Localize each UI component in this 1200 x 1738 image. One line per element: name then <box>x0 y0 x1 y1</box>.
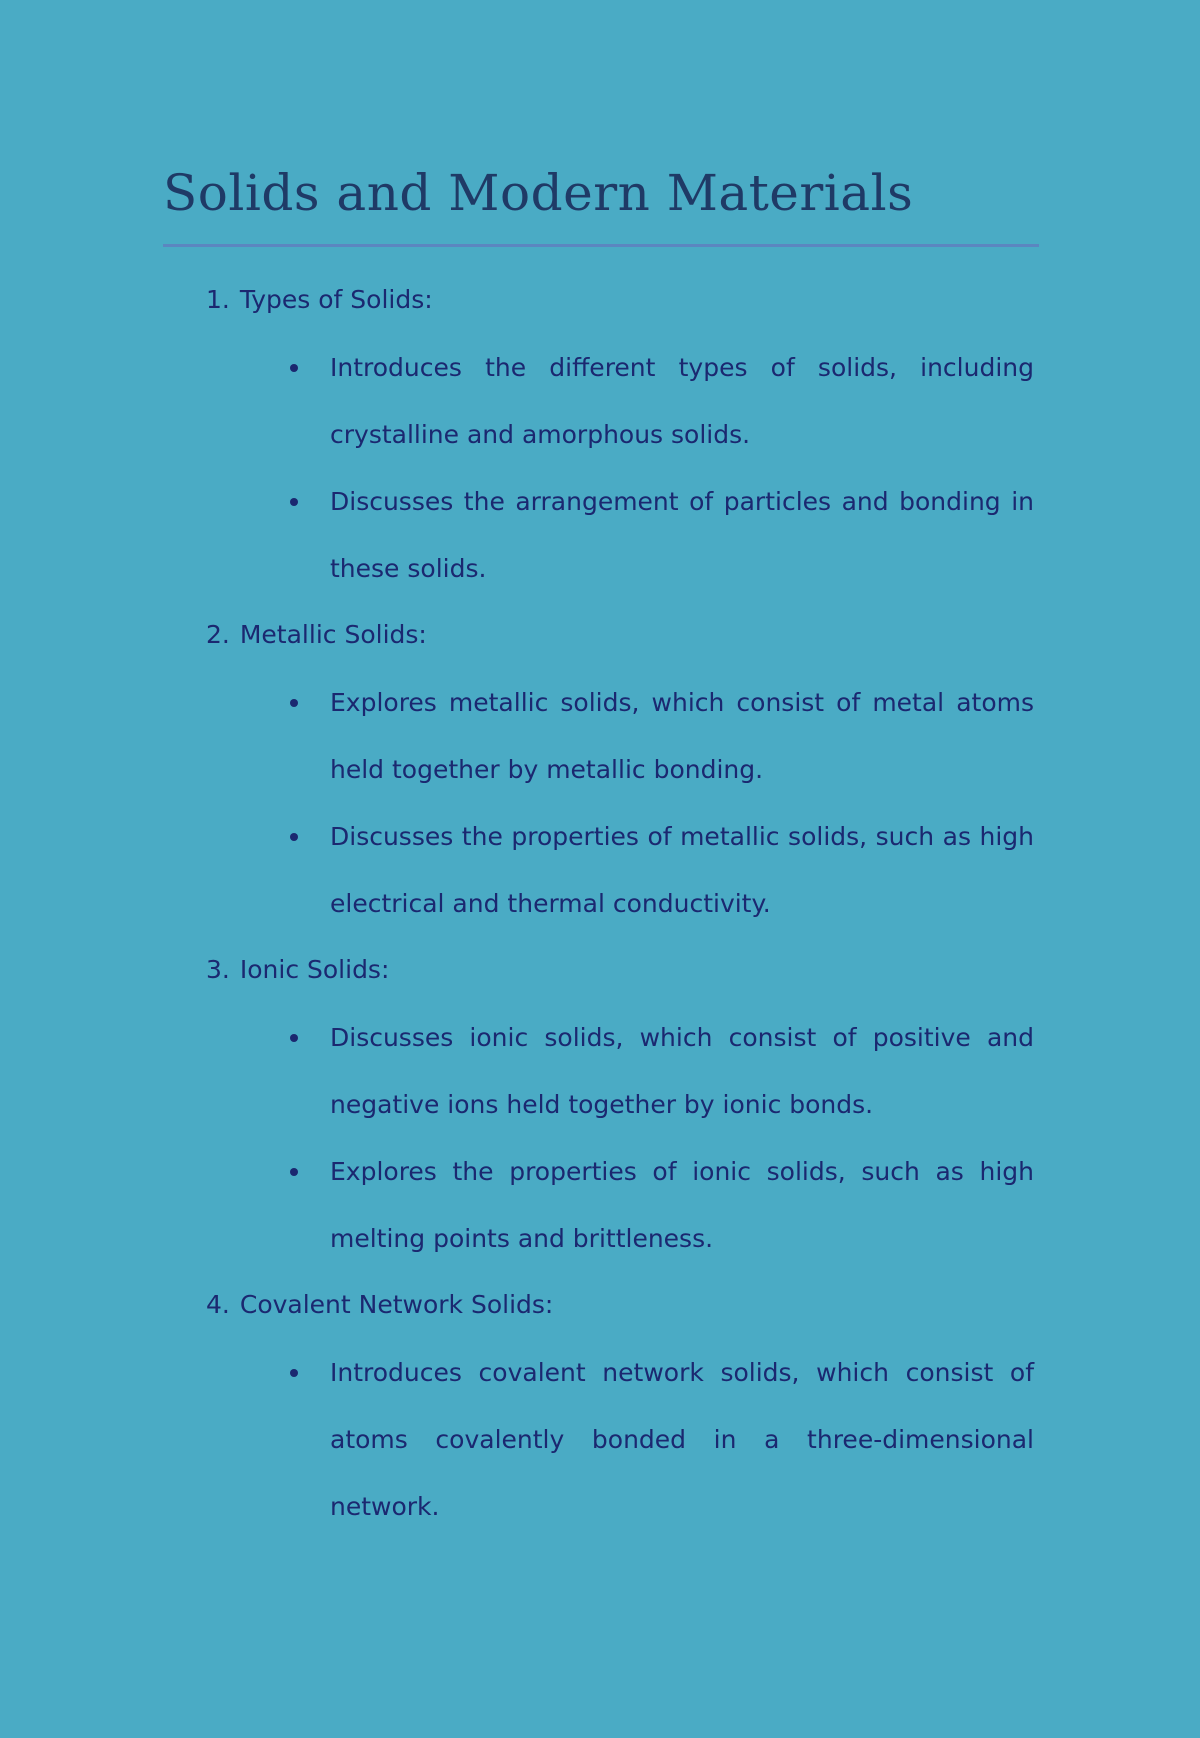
bullet-text: Explores metallic solids, which consist of metal atoms held together by metallic bonding. <box>330 688 1034 784</box>
bullet-icon <box>290 1369 298 1377</box>
section-heading-text: Covalent Network Solids: <box>239 1290 554 1319</box>
list-item <box>330 803 1034 937</box>
section-heading-text: Ionic Solids: <box>239 955 390 984</box>
section-heading-text: Metallic Solids: <box>239 620 427 649</box>
bullet-icon <box>290 1034 298 1042</box>
section-number: 4. <box>206 1290 230 1319</box>
section-heading <box>206 946 1200 1013</box>
bullet-icon <box>290 498 298 506</box>
bullet-text: Explores the properties of ionic solids, such as high melting points and brittleness. <box>330 1157 1034 1253</box>
bullet-list <box>0 669 1200 937</box>
bullet-icon <box>290 364 298 372</box>
section-ionic-solids <box>0 946 1200 1272</box>
bullet-list <box>0 334 1200 602</box>
bullet-list <box>0 1004 1200 1272</box>
list-item <box>330 1138 1034 1272</box>
section-heading <box>206 1281 1200 1348</box>
section-heading-text: Types of Solids: <box>239 285 433 314</box>
bullet-text: Introduces covalent network solids, which consist of atoms covalently bonded in a three-dimensional network. <box>330 1358 1034 1521</box>
list-item <box>330 1339 1034 1540</box>
list-item <box>330 1004 1034 1138</box>
section-metallic-solids <box>0 611 1200 937</box>
page-title: Solids and Modern Materials <box>163 164 914 222</box>
title-underline <box>163 244 1039 247</box>
bullet-text: Discusses the properties of metallic solids, such as high electrical and thermal conductivity. <box>330 822 1034 918</box>
list-item <box>330 669 1034 803</box>
section-heading <box>206 276 1200 343</box>
bullet-icon <box>290 833 298 841</box>
section-heading <box>206 611 1200 678</box>
bullet-list <box>0 1339 1200 1540</box>
document-body <box>0 276 1200 1549</box>
bullet-icon <box>290 1168 298 1176</box>
list-item <box>330 468 1034 602</box>
bullet-text: Introduces the different types of solids, including crystalline and amorphous solids. <box>330 353 1034 449</box>
section-types-of-solids <box>0 276 1200 602</box>
section-number: 3. <box>206 955 230 984</box>
section-number: 1. <box>206 285 230 314</box>
list-item <box>330 334 1034 468</box>
bullet-text: Discusses ionic solids, which consist of positive and negative ions held together by ionic bonds. <box>330 1023 1034 1119</box>
bullet-icon <box>290 699 298 707</box>
section-covalent-network-solids <box>0 1281 1200 1540</box>
bullet-text: Discusses the arrangement of particles and bonding in these solids. <box>330 487 1034 583</box>
section-number: 2. <box>206 620 230 649</box>
